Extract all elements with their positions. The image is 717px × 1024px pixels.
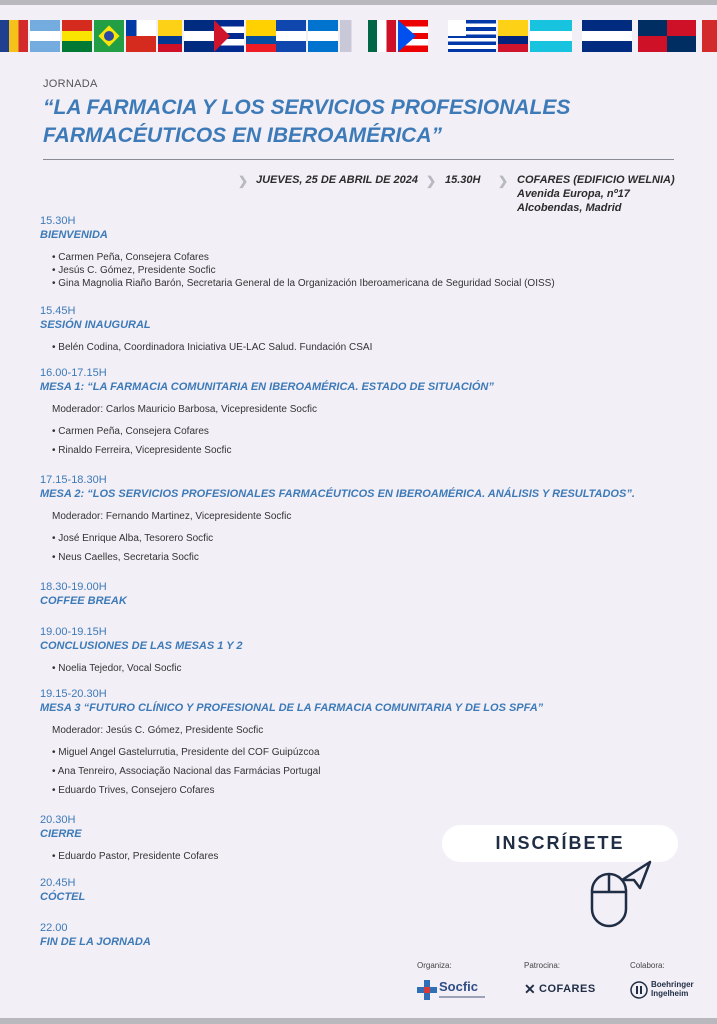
flag-icon	[30, 20, 60, 52]
agenda-item	[40, 625, 243, 675]
flag-icon	[530, 20, 572, 52]
moderator: Moderador: Fernando Martinez, Vicepresidente Socfic	[52, 511, 292, 522]
venue-city: Alcobendas, Madrid	[517, 202, 622, 214]
flag-icon	[398, 20, 428, 52]
flag-icon	[158, 20, 182, 52]
speaker: • Eduardo Pastor, Presidente Cofares	[52, 850, 218, 863]
moderator: Moderador: Carlos Mauricio Barbosa, Vicepresidente Socfic	[52, 404, 317, 415]
agenda-time: 19.00-19.15H	[40, 626, 107, 638]
mouse-cursor-icon	[588, 858, 654, 930]
agenda-item	[40, 580, 127, 608]
flag-icon	[94, 20, 124, 52]
chevron-right-icon: ❯	[498, 174, 509, 188]
bottom-border	[0, 1018, 717, 1024]
agenda-item	[40, 366, 494, 463]
flag-icon	[276, 20, 306, 52]
event-time: 15.30H	[445, 174, 481, 186]
agenda-time: 17.15-18.30H	[40, 474, 107, 486]
agenda-time: 19.15-20.30H	[40, 688, 107, 700]
boehringer-line2: Ingelheim	[651, 989, 689, 998]
event-venue	[517, 173, 675, 215]
agenda-time: 22.00	[40, 922, 68, 934]
flag-icon	[184, 20, 214, 52]
moderator: Moderador: Jesús C. Gómez, Presidente Socfic	[52, 725, 264, 736]
agenda-title: MESA 1: “LA FARMACIA COMUNITARIA EN IBEROAMÉRICA. ESTADO DE SITUACIÓN”	[40, 381, 494, 393]
agenda-time: 18.30-19.00H	[40, 581, 107, 593]
agenda-title: BIENVENIDA	[40, 229, 108, 241]
event-kicker: JORNADA	[43, 78, 98, 90]
boehringer-line1: Boehringer	[651, 980, 694, 989]
event-date: JUEVES, 25 DE ABRIL DE 2024	[256, 174, 419, 186]
agenda-time: 15.45H	[40, 305, 76, 317]
speaker: • Carmen Peña, Consejera Cofares	[52, 425, 494, 438]
agenda-time: 20.30H	[40, 814, 76, 826]
agenda-time: 20.45H	[40, 877, 76, 889]
speaker: • Noelia Tejedor, Vocal Socfic	[52, 662, 243, 675]
speaker: • Belén Codina, Coordinadora Iniciativa UE-LAC Salud. Fundación CSAI	[52, 341, 372, 354]
agenda-item	[40, 813, 218, 863]
agenda-title: CIERRE	[40, 828, 82, 840]
cofares-wordmark: COFARES	[539, 983, 596, 995]
agenda-item	[40, 921, 151, 949]
speaker: • José Enrique Alba, Tesorero Socfic	[52, 532, 635, 545]
agenda-title: MESA 2: “LOS SERVICIOS PROFESIONALES FARMACÉUTICOS EN IBEROAMÉRICA. ANÁLISIS Y RESULTADOS”.	[40, 488, 635, 500]
flag-icon	[246, 20, 276, 52]
flag-icon	[0, 20, 28, 52]
cross-icon	[417, 980, 437, 1000]
speaker: • Rinaldo Ferreira, Vicepresidente Socfic	[52, 444, 494, 457]
agenda-title: COFFEE BREAK	[40, 595, 127, 607]
agenda-title: FIN DE LA JORNADA	[40, 936, 151, 948]
flag-icon	[126, 20, 156, 52]
boehringer-emblem-icon	[630, 981, 648, 999]
agenda-title: SESIÓN INAUGURAL	[40, 319, 151, 331]
venue-name: COFARES (EDIFICIO WELNIA)	[517, 174, 675, 186]
page-title: “LA FARMACIA Y LOS SERVICIOS PROFESIONALES FARMACÉUTICOS EN IBEROAMÉRICA”	[43, 96, 571, 147]
flag-icon	[368, 20, 396, 52]
chevron-right-icon: ❯	[238, 174, 249, 188]
speaker: • Miguel Angel Gastelurrutia, Presidente del COF Guipúzcoa	[52, 746, 543, 759]
boehringer-wordmark	[651, 980, 694, 998]
agenda-item	[40, 687, 543, 803]
agenda-item	[40, 876, 85, 904]
flag-icon	[214, 20, 244, 52]
agenda-time: 15.30H	[40, 215, 76, 227]
agenda-title: CONCLUSIONES DE LAS MESAS 1 Y 2	[40, 640, 243, 652]
speaker: • Ana Tenreiro, Associação Nacional das Farmácias Portugal	[52, 765, 543, 778]
cofares-logo	[524, 976, 604, 1004]
flags-strip	[0, 20, 717, 54]
flag-icon	[62, 20, 92, 52]
socfic-wordmark: Socfic	[439, 979, 479, 994]
agenda-item	[40, 304, 372, 354]
top-border	[0, 0, 717, 5]
agenda-item	[40, 214, 555, 290]
socfic-logo	[417, 976, 487, 1004]
agenda-time: 16.00-17.15H	[40, 367, 107, 379]
colabora-label: Colabora:	[630, 961, 665, 970]
flag-icon	[638, 20, 696, 52]
speaker: • Neus Caelles, Secretaria Socfic	[52, 551, 635, 564]
flag-icon	[340, 20, 366, 52]
agenda-title: CÓCTEL	[40, 891, 86, 903]
chevron-right-icon: ❯	[426, 174, 437, 188]
agenda-title: MESA 3 “FUTURO CLÍNICO Y PROFESIONAL DE LA FARMACIA COMUNITARIA Y DE LOS SPFA”	[40, 702, 544, 714]
logo-tagline-line	[439, 996, 485, 998]
speaker: • Jesús C. Gómez, Presidente Socfic	[52, 264, 555, 277]
speaker: • Eduardo Trives, Consejero Cofares	[52, 784, 543, 797]
speaker: • Carmen Peña, Consejera Cofares	[52, 251, 555, 264]
title-divider	[43, 159, 674, 160]
flag-icon	[448, 20, 496, 52]
flag-icon	[702, 20, 717, 52]
patrocina-label: Patrocina:	[524, 961, 561, 970]
organiza-label: Organiza:	[417, 961, 452, 970]
flag-icon	[308, 20, 338, 52]
flag-icon	[582, 20, 632, 52]
venue-street: Avenida Europa, nº17	[517, 188, 630, 200]
boehringer-logo	[630, 976, 700, 1004]
flag-icon	[498, 20, 528, 52]
register-button[interactable]: INSCRÍBETE	[442, 825, 678, 862]
cofares-mark-icon: ✕	[524, 981, 536, 997]
speaker: • Gina Magnolia Riaño Barón, Secretaria General de la Organización Iberoamericana de Seguridad Social (OISS)	[52, 277, 555, 290]
agenda-item	[40, 473, 635, 570]
